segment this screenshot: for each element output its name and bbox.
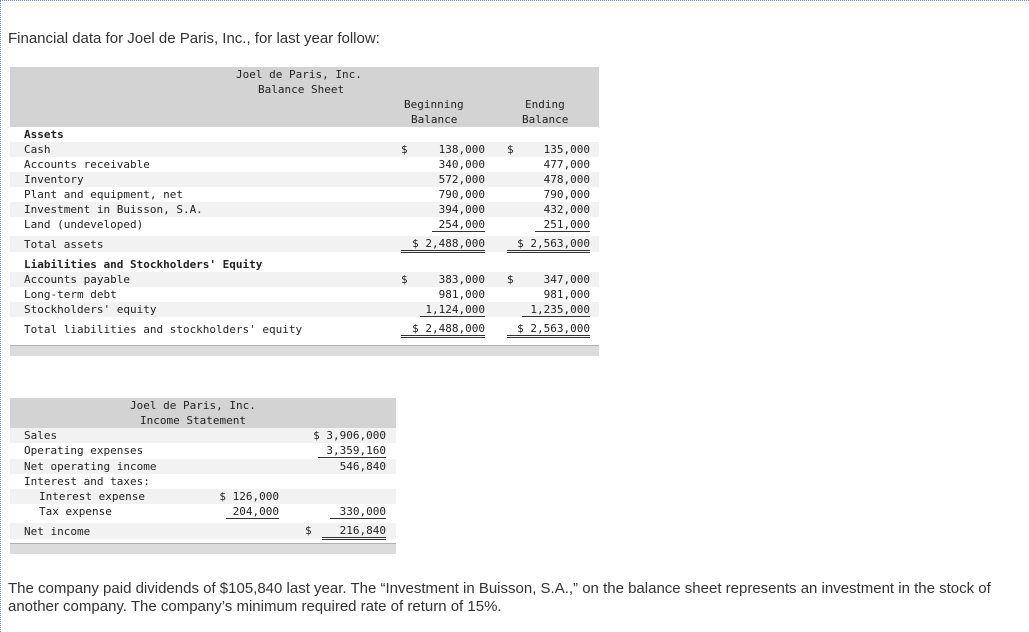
liab-row-begin: 383,000 [438, 273, 485, 286]
asset-row-begin: 572,000 [438, 173, 485, 186]
asset-row-label: Accounts receivable [24, 158, 150, 171]
asset-row-begin: 254,000 [432, 218, 485, 232]
liab-row-begin: 981,000 [438, 288, 485, 301]
asset-row-cur1: $ [401, 143, 408, 156]
net-income-currency: $ [305, 524, 312, 537]
sales-value: $ 3,906,000 [313, 429, 386, 442]
balance-sheet-company: Joel de Paris, Inc. [236, 68, 362, 81]
asset-row-cur2: $ [507, 143, 514, 156]
tax-expense-value: 204,000 [226, 505, 279, 519]
net-income-value: 216,840 [322, 524, 386, 540]
asset-row-end: 135,000 [543, 143, 590, 156]
liab-row-end: 347,000 [543, 273, 590, 286]
left-dotted-border [0, 0, 1, 632]
interest-expense-label: Interest expense [39, 490, 145, 503]
asset-row-label: Plant and equipment, net [24, 188, 183, 201]
liab-row-label: Accounts payable [24, 273, 130, 286]
outro-text: The company paid dividends of $105,840 last year. The “Investment in Buisson, S.A.,” on the balance sheet represents an investment in the stock of another company. The company’s minimum required rate of return of 15%. [8, 580, 991, 615]
liab-row-end: 981,000 [543, 288, 590, 301]
total-liabilities-begin: $ 2,488,000 [401, 322, 485, 338]
asset-row-begin: 340,000 [438, 158, 485, 171]
asset-row-end: 790,000 [543, 188, 590, 201]
assets-heading: Assets [24, 128, 64, 141]
asset-row-label: Investment in Buisson, S.A. [24, 203, 203, 216]
liabilities-heading: Liabilities and Stockholders' Equity [24, 258, 263, 271]
total-liabilities-label: Total liabilities and stockholders' equity [24, 323, 303, 336]
operating-expenses-value: 3,359,160 [318, 444, 386, 458]
liab-row-begin: 1,124,000 [420, 303, 485, 317]
col-beginning-header-2: Balance [411, 113, 458, 126]
col-ending-header-1: Ending [525, 98, 565, 111]
total-assets-begin: $ 2,488,000 [401, 237, 485, 253]
asset-row-label: Inventory [24, 173, 84, 186]
balance-sheet-title: Balance Sheet [258, 83, 345, 96]
sales-label: Sales [24, 429, 58, 442]
net-operating-income-label: Net operating income [24, 460, 157, 473]
operating-expenses-label: Operating expenses [24, 444, 144, 457]
asset-row-label: Cash [24, 143, 51, 156]
asset-row-begin: 138,000 [438, 143, 485, 156]
col-beginning-header-1: Beginning [404, 98, 464, 111]
net-operating-income-value: 546,840 [339, 460, 386, 473]
net-income-label: Net income [24, 525, 91, 538]
liab-row-end: 1,235,000 [522, 303, 590, 317]
interest-and-taxes-label: Interest and taxes: [24, 475, 150, 488]
asset-row-begin: 790,000 [438, 188, 485, 201]
asset-row-end: 251,000 [535, 218, 590, 232]
asset-row-label: Land (undeveloped) [24, 218, 144, 231]
balance-sheet-footer-bar [10, 346, 599, 356]
asset-row-begin: 394,000 [438, 203, 485, 216]
interest-expense-value: $ 126,000 [219, 490, 279, 503]
liab-row-label: Stockholders' equity [24, 303, 157, 316]
total-assets-label: Total assets [24, 238, 104, 251]
col-ending-header-2: Balance [522, 113, 569, 126]
liab-row-label: Long-term debt [24, 288, 117, 301]
intro-text: Financial data for Joel de Paris, Inc., for last year follow: [8, 30, 380, 47]
asset-row-end: 478,000 [543, 173, 590, 186]
income-statement-footer-bar [10, 544, 396, 554]
asset-row-end: 432,000 [543, 203, 590, 216]
income-statement-company: Joel de Paris, Inc. [130, 399, 256, 412]
top-dotted-border [0, 0, 1029, 1]
tax-expense-label: Tax expense [39, 505, 112, 518]
liab-row-cur1: $ [401, 273, 408, 286]
income-statement-title: Income Statement [140, 414, 246, 427]
total-assets-end: $ 2,563,000 [507, 237, 590, 253]
interest-and-taxes-total: 330,000 [330, 505, 386, 519]
total-liabilities-end: $ 2,563,000 [507, 322, 590, 338]
asset-row-end: 477,000 [543, 158, 590, 171]
liab-row-cur2: $ [507, 273, 514, 286]
